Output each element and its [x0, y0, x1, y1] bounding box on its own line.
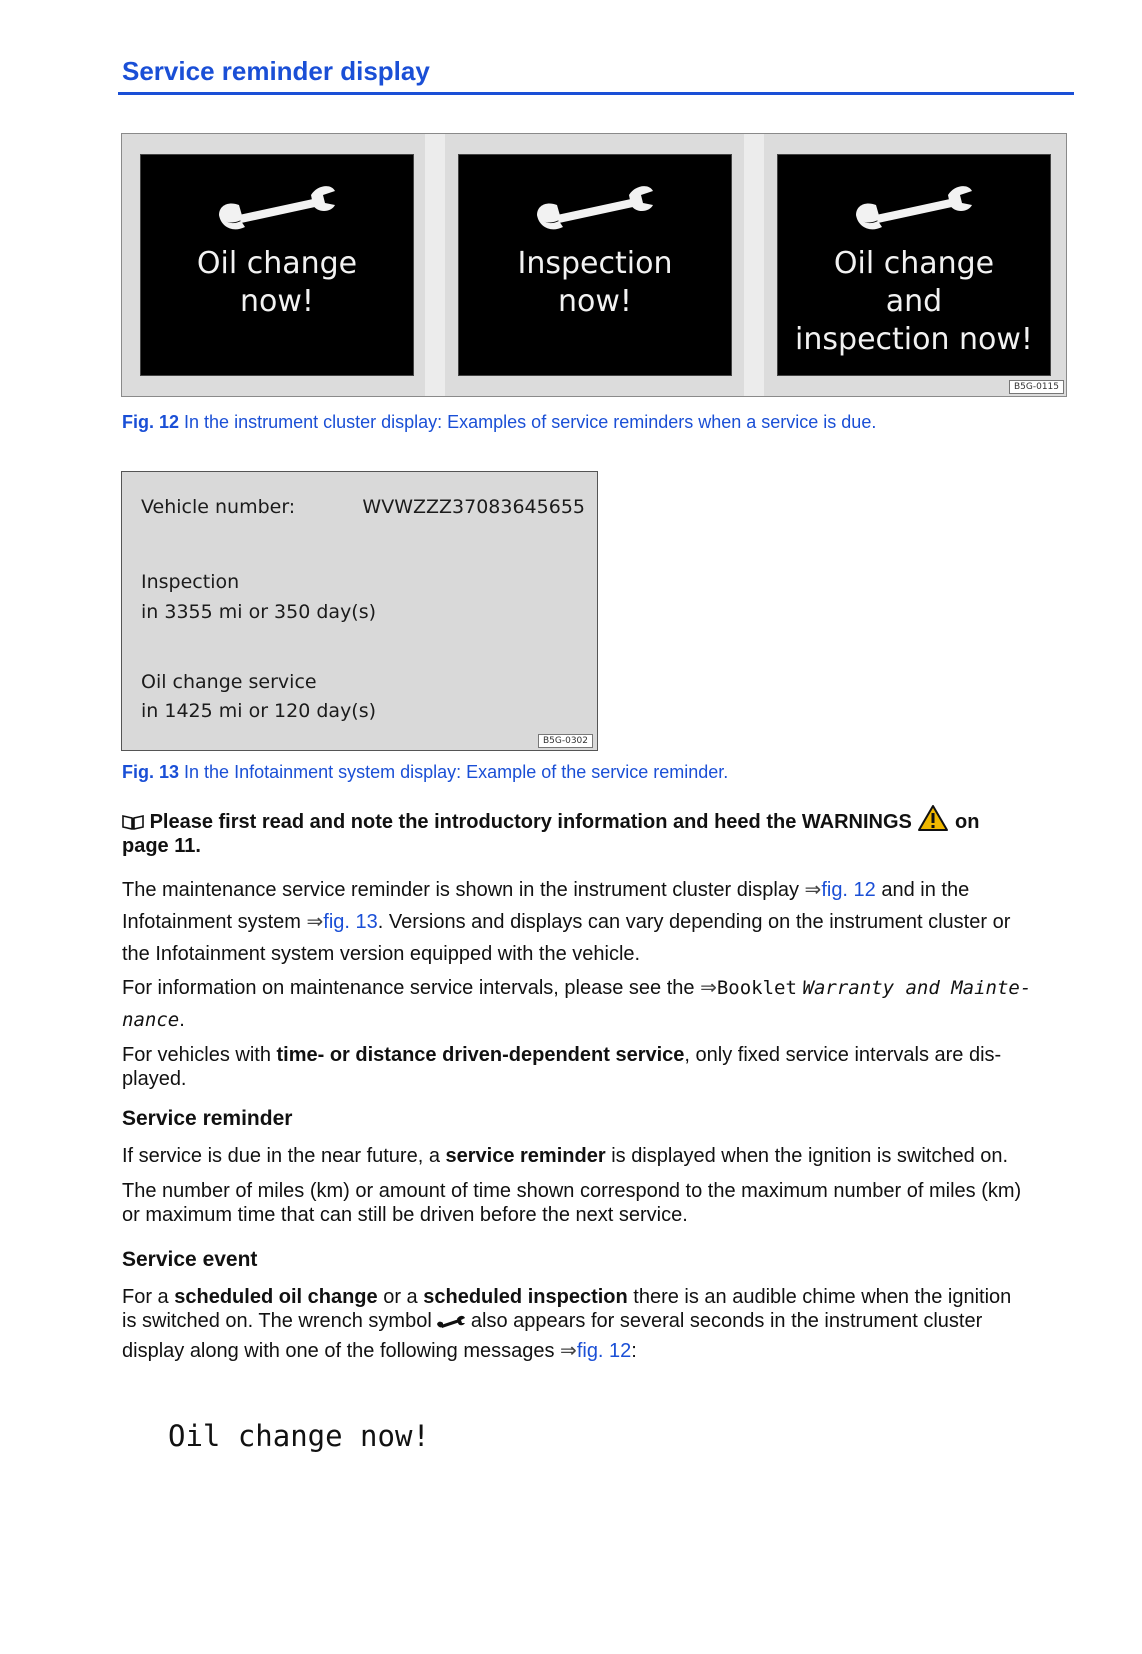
arrow-icon: ⇒ — [560, 1340, 577, 1362]
text-run: the Infotainment system version equipped with the vehicle. — [122, 943, 641, 965]
figure-12 — [121, 133, 1067, 397]
service-reminder-heading: Service reminder — [122, 1107, 293, 1130]
caption-label: Fig. 13 — [122, 762, 180, 782]
figure-13-caption — [122, 762, 728, 783]
panel-message: Oil change now! — [196, 246, 358, 319]
text-run: also appears for several seconds in the instrument cluster — [470, 1310, 983, 1332]
paragraph-miles-time — [122, 1179, 1067, 1227]
text-run: is switched on. The wrench symbol — [122, 1310, 432, 1332]
text-run: or maximum time that can still be driven before the next service. — [122, 1204, 688, 1226]
arrow-icon: ⇒ — [700, 977, 717, 999]
page-title: Service reminder display — [122, 56, 430, 86]
warning-triangle-icon — [917, 804, 949, 832]
bold-term: service reminder — [445, 1145, 606, 1167]
text-run: If service is due in the near future, a — [122, 1145, 440, 1167]
oil-change-title: Oil change service — [141, 671, 317, 693]
fig-12-link[interactable]: fig. 12 — [821, 879, 876, 901]
display-panel-oil-and-inspection — [777, 154, 1051, 376]
text-run: played. — [122, 1068, 187, 1090]
bold-term: scheduled inspection — [423, 1286, 628, 1308]
text-run: and in the — [881, 879, 970, 901]
arrow-icon: ⇒ — [306, 911, 324, 933]
text-run: there is an audible chime when the ignition — [633, 1286, 1012, 1308]
text-run: For information on maintenance service intervals, please see the — [122, 977, 695, 999]
note-text: Please first read and note the introductory information and heed the WARNINGS — [149, 811, 912, 833]
panel-separator — [744, 134, 764, 396]
fig-12-link[interactable]: fig. 12 — [576, 1340, 632, 1362]
figure-13 — [121, 471, 598, 751]
panel-message: Oil change and inspection now! — [795, 246, 1033, 357]
arrow-icon: ⇒ — [804, 879, 822, 901]
read-first-note — [122, 804, 1067, 858]
title-rule — [118, 92, 1074, 95]
wrench-icon — [854, 181, 974, 237]
figure-code: B5G-0302 — [538, 734, 593, 748]
figure-code: B5G-0115 — [1009, 380, 1064, 394]
service-event-heading: Service event — [122, 1248, 258, 1271]
vehicle-number-value: WVWZZZ37083645655 — [362, 496, 585, 518]
text-run: , only fixed service intervals are dis- — [684, 1044, 1002, 1066]
wrench-icon — [217, 181, 337, 237]
wrench-icon — [535, 181, 655, 237]
caption-label: Fig. 12 — [122, 412, 180, 432]
display-panel-oil-change — [140, 154, 414, 376]
panel-separator — [425, 134, 445, 396]
text-run: . Versions and displays can vary depending on the instrument cluster or — [377, 911, 1011, 933]
text-run: . — [179, 1009, 185, 1031]
text-run: The number of miles (km) or amount of time shown correspond to the maximum number of miles (km) — [122, 1180, 1022, 1202]
note-page-ref: page 11. — [122, 835, 201, 857]
text-run: display along with one of the following messages — [122, 1340, 555, 1362]
fig-13-link[interactable]: fig. 13 — [323, 911, 378, 933]
display-panel-inspection — [458, 154, 732, 376]
booklet-title-cont: nance — [122, 1009, 180, 1031]
bold-term: time- or distance driven-dependent service — [276, 1044, 685, 1066]
text-run: or a — [383, 1286, 418, 1308]
book-icon — [122, 814, 144, 830]
booklet-reference: Booklet — [716, 977, 797, 999]
text-run: For a — [122, 1286, 169, 1308]
panel-message: Inspection now! — [517, 246, 673, 319]
bold-term: scheduled oil change — [174, 1286, 378, 1308]
wrench-icon — [437, 1315, 465, 1329]
inspection-title: Inspection — [141, 571, 240, 593]
paragraph-service-reminder — [122, 1144, 1067, 1168]
text-run: For vehicles with — [122, 1044, 271, 1066]
note-on: on — [955, 811, 980, 833]
inspection-detail: in 3355 mi or 350 day(s) — [141, 601, 377, 623]
vehicle-number-label: Vehicle number: — [141, 496, 296, 518]
text-run: Infotainment system — [122, 911, 301, 933]
caption-text: In the instrument cluster display: Examples of service reminders when a service is due. — [184, 412, 877, 432]
text-run: The maintenance service reminder is shown in the instrument cluster display — [122, 879, 799, 901]
paragraph-maintenance-display — [122, 874, 1067, 970]
oil-change-detail: in 1425 mi or 120 day(s) — [141, 700, 377, 722]
text-run: is displayed when the ignition is switched on. — [611, 1145, 1009, 1167]
caption-text: In the Infotainment system display: Example of the service reminder. — [184, 762, 729, 782]
paragraph-service-intervals — [122, 972, 1067, 1036]
paragraph-fixed-intervals — [122, 1043, 1067, 1091]
display-message-oil-change: Oil change now! — [168, 1419, 430, 1453]
figure-12-caption — [122, 412, 876, 433]
paragraph-service-event — [122, 1285, 1067, 1363]
booklet-title: Warranty and Mainte- — [802, 977, 1032, 999]
text-run: : — [631, 1340, 637, 1362]
